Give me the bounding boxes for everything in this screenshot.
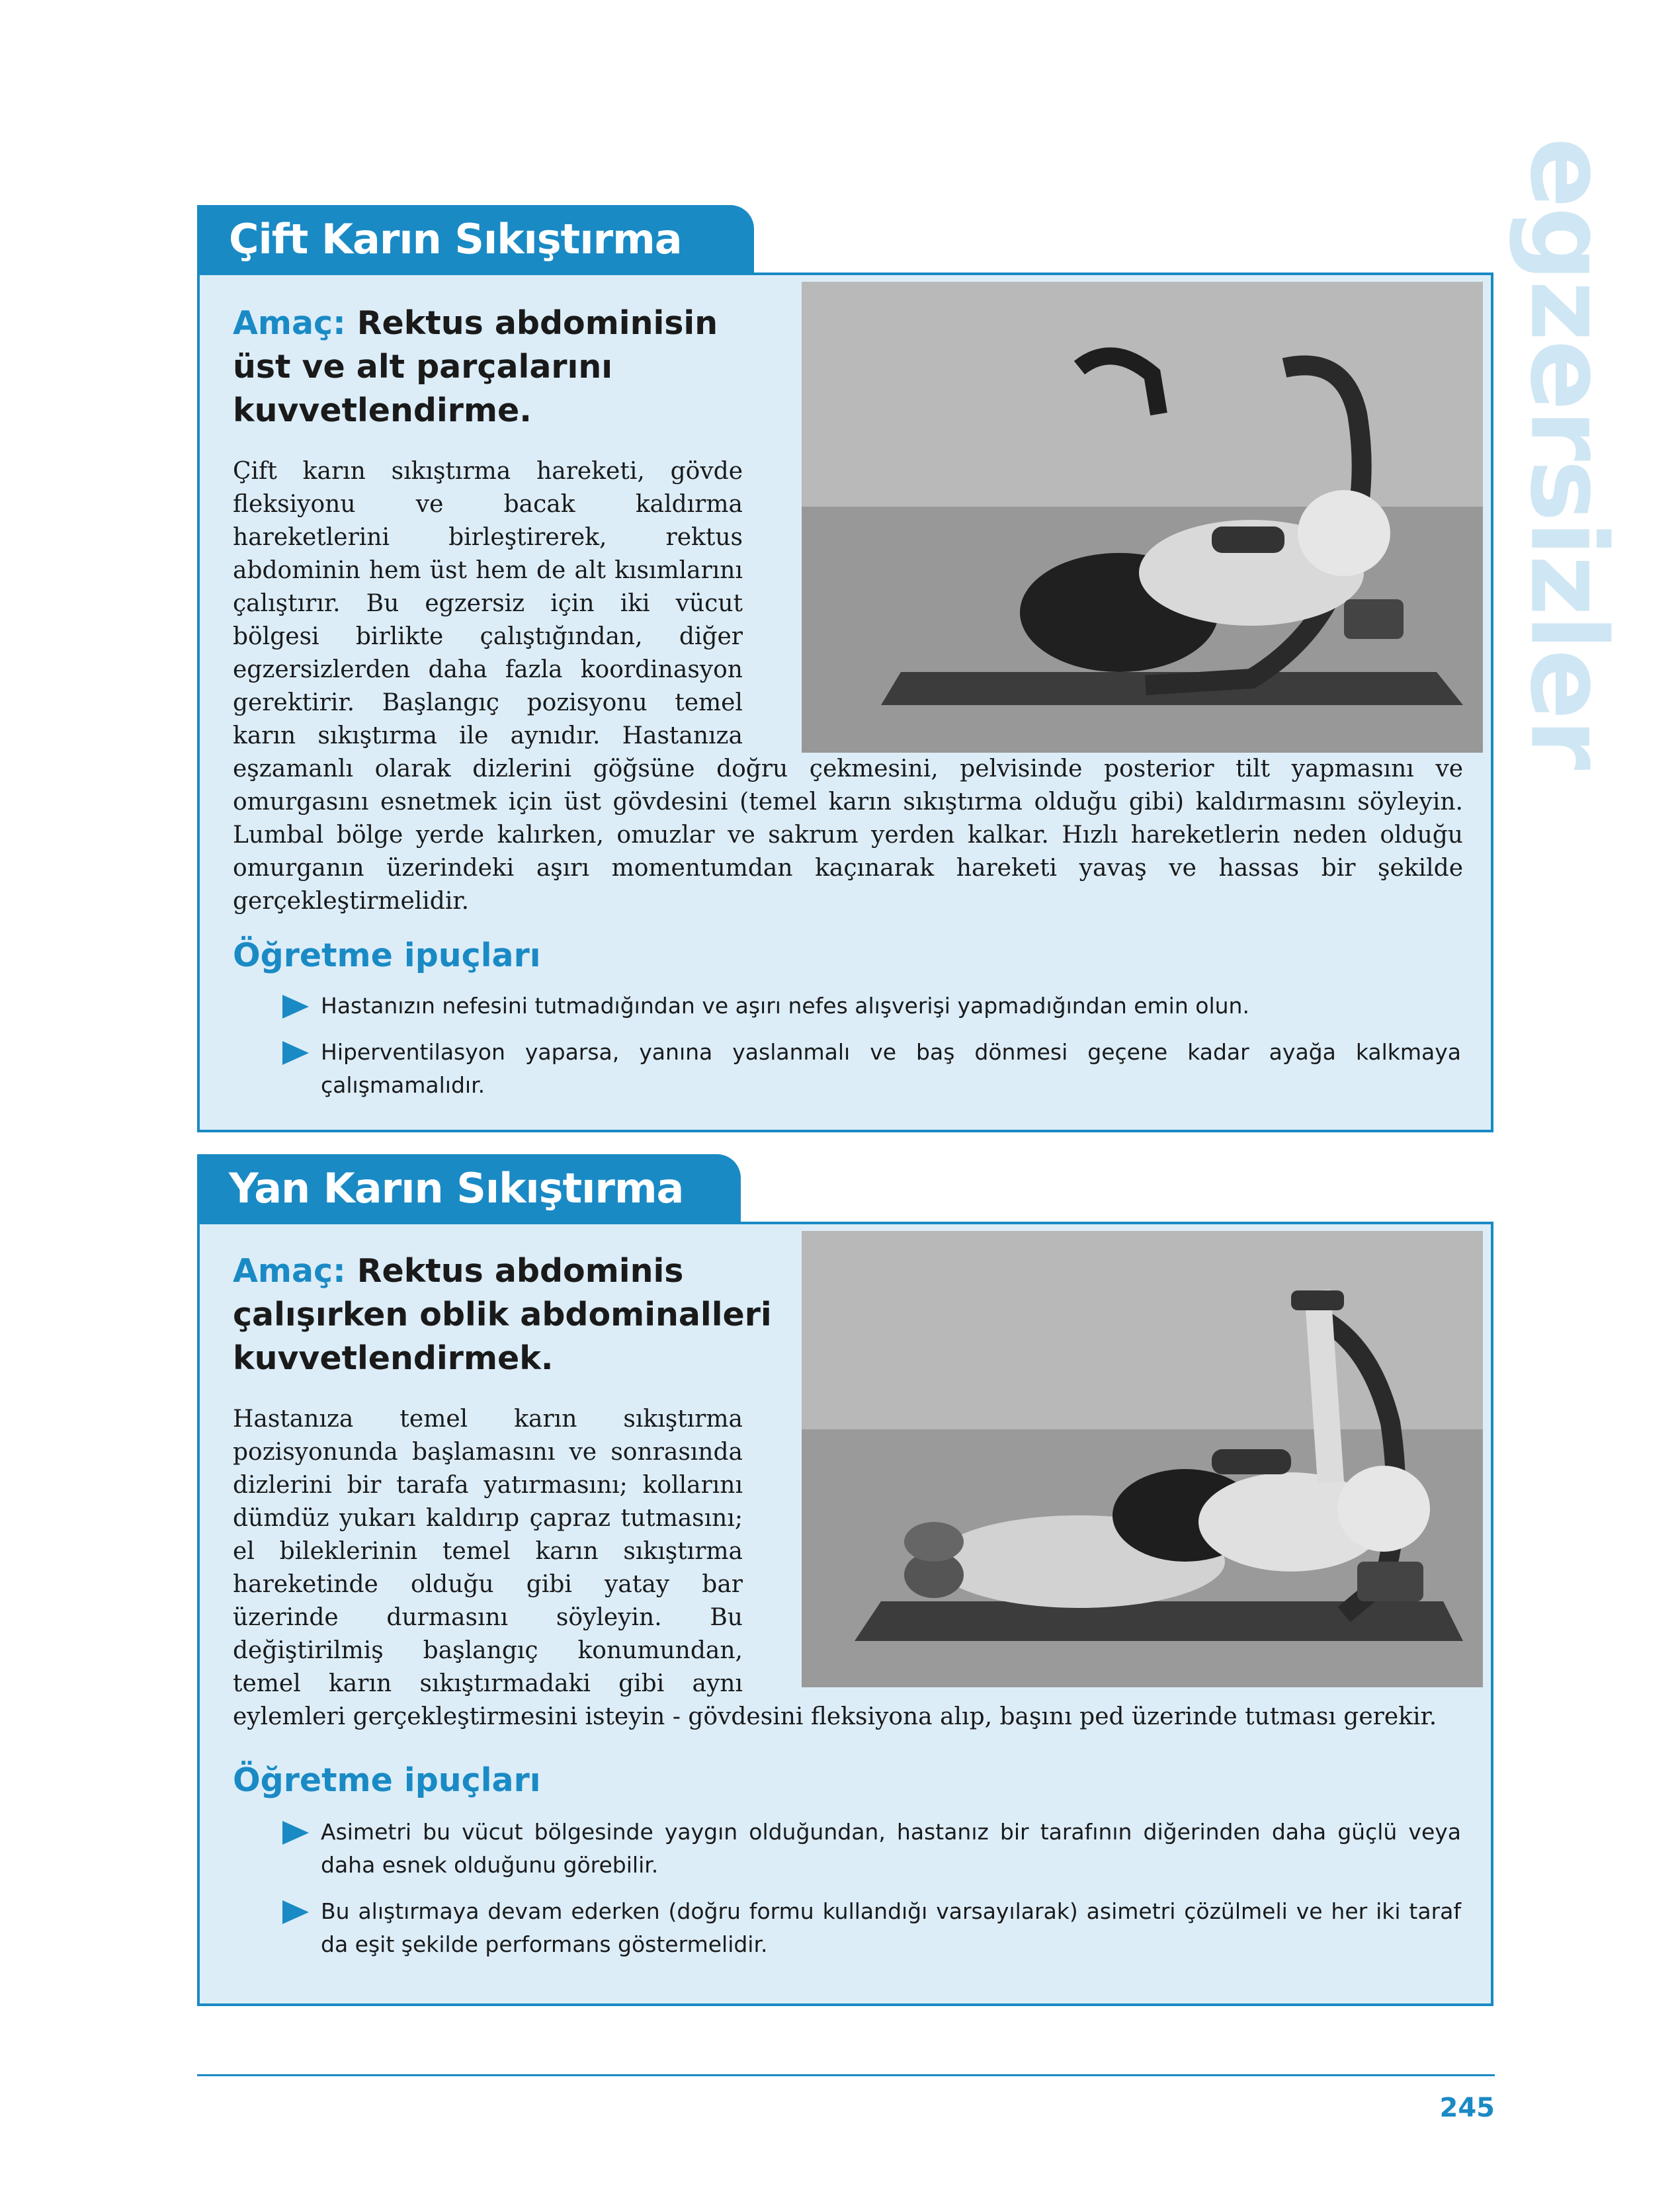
page-number: 245 [1439,2093,1495,2123]
description-text: Çift karın sıkıştırma hareketi, gövde fleksiyonu ve bacak kaldırma hareketlerini birleştirerek, rektus abdominin hem üst hem de alt kısımlarını çalıştırır. Bu egzersiz için iki vücut bölgesi birlikte çalıştığından, diğer egzersizlerden daha fazla koordinasyon gerektirir. Başlangıç pozisyonu temel karın sıkıştırma ile aynıdır. Hastanıza eşzamanlı olarak dizlerini göğsüne doğru çekmesini, pelvisinde posterior tilt yapmasını ve omurgasını esnetmek için üst gövdesini (temel karın sıkıştırma olduğu gibi) kaldırmasını söyleyin. Lumbal bölge yerde kalırken, omuzlar ve sakrum yerden kalkar. Hızlı hareketlerin neden olduğu omurganın üzerindeki aşırı momentumdan kaçınarak hareketi yavaş ve hassas bir şekilde gerçekleştirmelidir. [233,458,1463,915]
tips-heading: Öğretme ipuçları [233,937,541,974]
tip-item: Hiperventilasyon yaparsa, yanına yaslanmalı ve baş dönmesi geçene kadar ayağa kalkmaya çalışmamalıdır. [282,1036,1461,1102]
aim-text: Rektus abdominis çalışırken oblik abdominalleri kuvvetlendirmek. [233,1252,772,1377]
section-title-tab [197,1154,741,1222]
photo-spacer [759,1403,1463,1694]
aim [233,1249,782,1380]
tips-list [282,1816,1461,1974]
bullet-arrow-icon [282,1821,309,1845]
aim-text: Rektus abdominisin üst ve alt parçalarını kuvvetlendirme. [233,304,718,429]
chapter-side-title: egzersizler [1507,137,1629,769]
aim [233,302,782,433]
aim-label: Amaç: [233,1252,346,1290]
bullet-arrow-icon [282,1900,309,1924]
exercise-panel [197,1222,1493,2006]
tips-heading: Öğretme ipuçları [233,1761,541,1799]
photo-spacer [759,455,1463,746]
tip-item: Bu alıştırmaya devam ederken (doğru formu kullandığı varsayılarak) asimetri çözülmeli ve her iki taraf da eşit şekilde performans göstermelidir. [282,1895,1461,1961]
tip-item: Asimetri bu vücut bölgesinde yaygın olduğundan, hastanız bir tarafının diğerinden daha güçlü veya daha esnek olduğunu görebilir. [282,1816,1461,1882]
exercise-panel [197,273,1493,1132]
section-title: Çift Karın Sıkıştırma [229,214,682,263]
description-text: Hastanıza temel karın sıkıştırma pozisyonunda başlamasını ve sonrasında dizlerini bir tarafa yatırmasını; kollarını dümdüz yukarı kaldırıp çapraz tutmasını; el bileklerinin temel karın sıkıştırma hareketinde olduğu gibi yatay bar üzerinde durmasını söyleyin. Bu değiştirilmiş başlangıç konumundan, temel karın sıkıştırmadaki gibi aynı eylemleri gerçekleştirmesini isteyin - gövdesini fleksiyona alıp, başını ped üzerinde tutması gerekir. [233,1406,1437,1730]
footer-rule [197,2074,1495,2076]
exercise-description [233,455,1463,918]
exercise-description [233,1403,1463,1734]
bullet-arrow-icon [282,995,309,1019]
tip-item: Hastanızın nefesini tutmadığından ve aşırı nefes alışverişi yapmadığından emin olun. [282,989,1461,1023]
aim-label: Amaç: [233,304,346,342]
tips-list [282,989,1461,1115]
section-title-tab [197,205,754,273]
bullet-arrow-icon [282,1041,309,1065]
section-title: Yan Karın Sıkıştırma [229,1163,684,1212]
